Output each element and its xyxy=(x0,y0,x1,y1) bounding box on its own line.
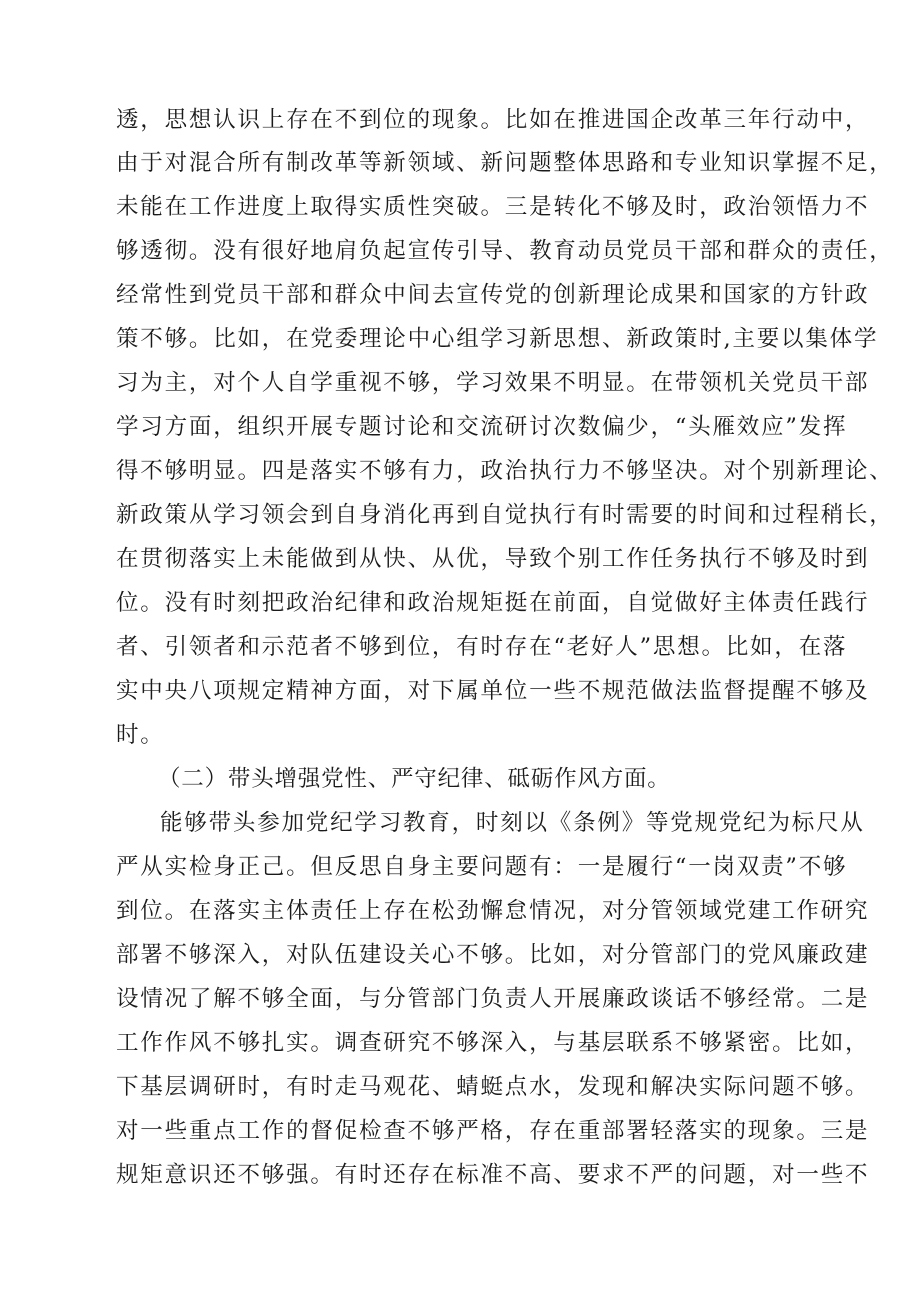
text-line: 对一些重点工作的督促检查不够严格，存在重部署轻落实的现象。三是 xyxy=(116,1118,870,1144)
text-line: 由于对混合所有制改革等新领域、新问题整体思路和专业知识掌握不足， xyxy=(116,150,894,176)
text-line: 习为主，对个人自学重视不够，学习效果不明显。在带领机关党员干部 xyxy=(116,370,870,396)
text-line: 位。没有时刻把政治纪律和政治规矩挺在前面，自觉做好主体责任践行 xyxy=(116,590,870,616)
text-line: 在贯彻落实上未能做到从快、从优，导致个别工作任务执行不够及时到 xyxy=(116,546,870,572)
text-line: 透，思想认识上存在不到位的现象。比如在推进国企改革三年行动中， xyxy=(116,107,870,133)
text-line: 经常性到党员干部和群众中间去宣传党的创新理论成果和国家的方针政 xyxy=(116,282,870,308)
section-heading: （二）带头增强党性、严守纪律、砥砺作风方面。 xyxy=(158,766,671,792)
text-line: 严从实检身正己。但反思自身主要问题有：一是履行“一岗双责”不够 xyxy=(116,854,848,880)
text-line: 设情况了解不够全面，与分管部门负责人开展廉政谈话不够经常。二是 xyxy=(116,986,870,1012)
text-line: 时。 xyxy=(116,722,165,748)
text-line: 学习方面，组织开展专题讨论和交流研讨次数偏少，“头雁效应”发挥 xyxy=(116,414,848,440)
text-line: 工作作风不够扎实。调查研究不够深入，与基层联系不够紧密。比如， xyxy=(116,1030,870,1056)
text-line: 规矩意识还不够强。有时还存在标准不高、要求不严的问题，对一些不 xyxy=(116,1162,870,1188)
text-line: 够透彻。没有很好地肩负起宣传引导、教育动员党员干部和群众的责任， xyxy=(116,238,894,264)
text-line: 新政策从学习领会到自身消化再到自觉执行有时需要的时间和过程稍长， xyxy=(116,502,894,528)
text-line: 到位。在落实主体责任上存在松劲懈怠情况，对分管领域党建工作研究 xyxy=(116,898,870,924)
paragraph-first-line: 能够带头参加党纪学习教育，时刻以《条例》等党规党纪为标尺从 xyxy=(160,810,865,836)
text-line: 者、引领者和示范者不够到位，有时存在“老好人”思想。比如，在落 xyxy=(116,634,848,660)
text-line: 策不够。比如，在党委理论中心组学习新思想、新政策时,主要以集体学 xyxy=(116,326,879,352)
text-line: 得不够明显。四是落实不够有力，政治执行力不够坚决。对个别新理论、 xyxy=(116,458,894,484)
text-line: 实中央八项规定精神方面，对下属单位一些不规范做法监督提醒不够及 xyxy=(116,678,870,704)
text-line: 部署不够深入，对队伍建设关心不够。比如，对分管部门的党风廉政建 xyxy=(116,942,870,968)
text-line: 未能在工作进度上取得实质性突破。三是转化不够及时，政治领悟力不 xyxy=(116,194,870,220)
text-line: 下基层调研时，有时走马观花、蜻蜓点水，发现和解决实际问题不够。 xyxy=(116,1074,870,1100)
